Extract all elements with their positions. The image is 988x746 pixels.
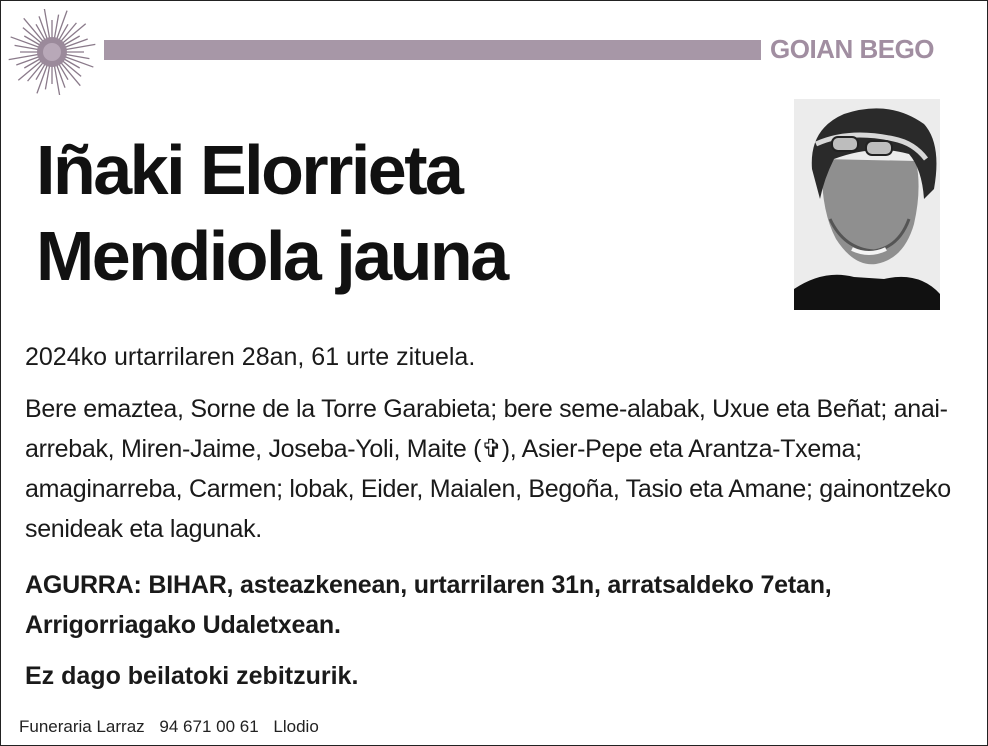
brand-label: GOIAN BEGO <box>770 34 935 64</box>
deceased-name <box>36 127 636 299</box>
date-line: 2024ko urtarrilaren 28an, 61 urte zituela. <box>25 343 476 371</box>
name-line-2: Mendiola jauna <box>36 217 507 295</box>
portrait-photo <box>794 99 940 310</box>
funeral-home-phone: 94 671 00 61 <box>159 717 259 736</box>
wake-notice: Ez dago beilatoki zebitzurik. <box>25 662 359 690</box>
header-rule <box>104 40 761 60</box>
farewell-notice: AGURRA: BIHAR, asteazkenean, urtarrilaren 31n, arratsaldeko 7etan, Arrigorriagako Udaletxean. <box>25 571 832 639</box>
footer <box>19 717 329 737</box>
family-paragraph: Bere emaztea, Sorne de la Torre Garabieta; bere seme-alabak, Uxue eta Beñat; anai-arrebak, Miren-Jaime, Joseba-Yoli, Maite (✞), Asier-Pepe eta Arantza-Txema; amaginarreba, Carmen; lobak, Eider, Maialen, Begoña, Tasio eta Amane; gainontzeko senideak eta lagunak. <box>25 395 951 543</box>
funeral-home-town: Llodio <box>273 717 319 736</box>
funeral-home-name: Funeraria Larraz <box>19 717 145 736</box>
thistle-flower-icon <box>7 9 97 95</box>
name-line-1: Iñaki Elorrieta <box>36 131 462 209</box>
